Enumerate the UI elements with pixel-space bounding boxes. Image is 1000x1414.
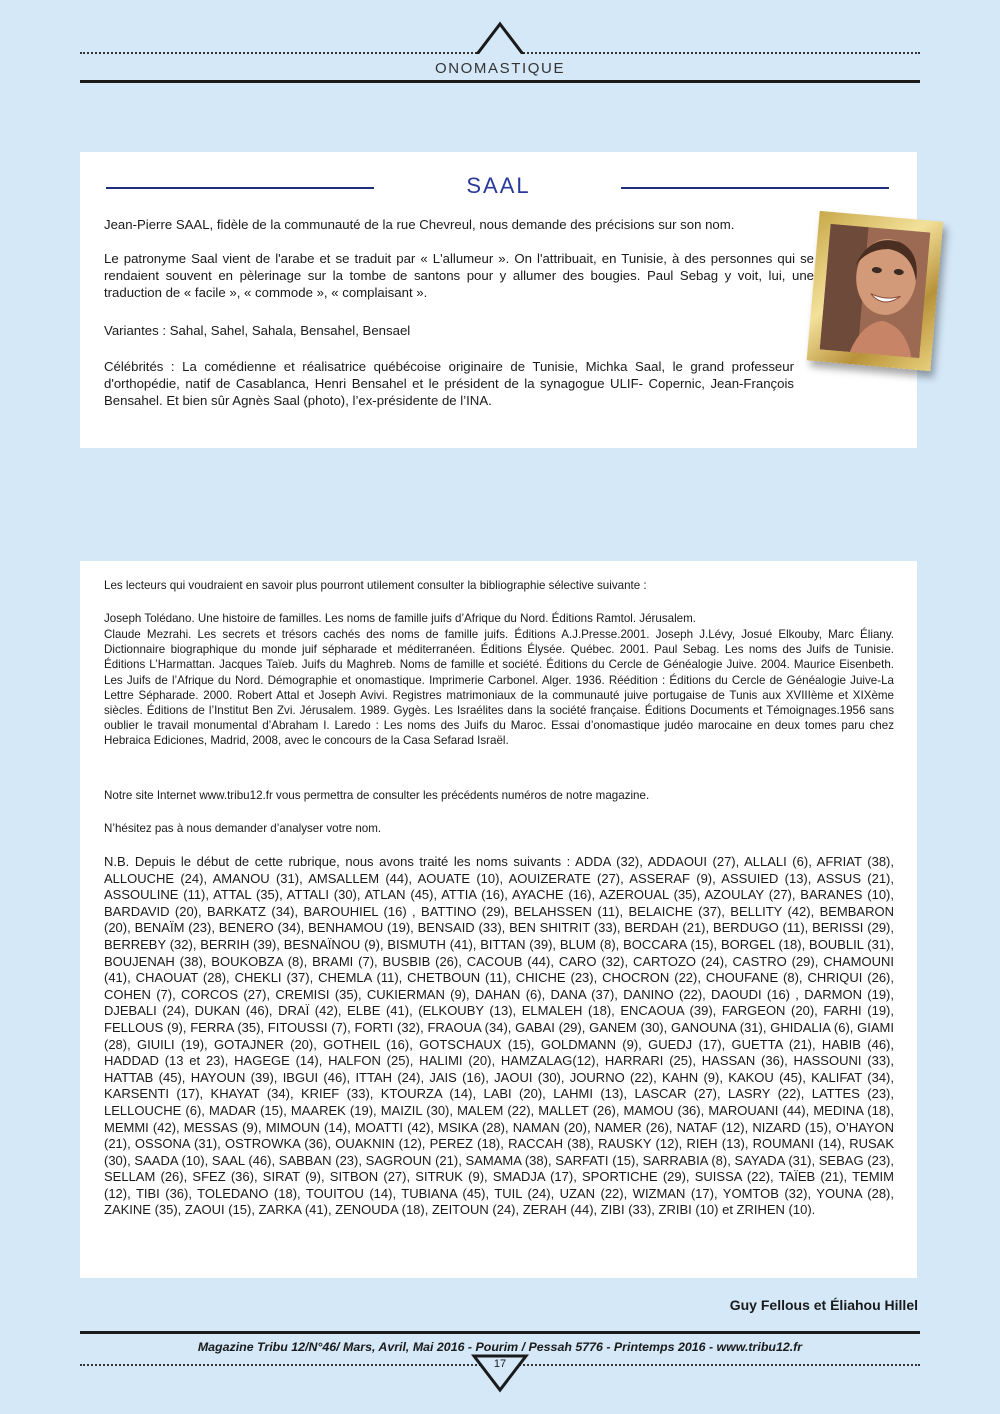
article-title: SAAL: [466, 173, 531, 198]
article-variants: Variantes : Sahal, Sahel, Sahala, Bensahel, Bensael: [104, 323, 411, 338]
footer-rule: [80, 1331, 920, 1334]
names-list: N.B. Depuis le début de cette rubrique, nous avons traité les noms suivants : ADDA (32), ADDAOUI (27), ALLALI (6), AFRIAT (38), ALLOUCHE (24), AMANOU (31), AMSALLEM (44), AOUATE (10), AOUIZERATE (27), ASSERAF (9), ASSUIED (13), ASSUS (21), ASSOULINE (11), ATTAL (35), ATTALI (30), ATLAN (45), ATTIA (16), AYACHE (16), AZEROUAL (35), AZOULAY (27), BARANES (10), BARDAVID (20), BARKATZ (34), BAROUHIEL (16) , BATTINO (29), BELAHSSEN (11), BELAICHE (37), BELLITY (42), BEMBARON (20), BENAÏM (23), BENERO (34), BENHAMOU (19), BENSAID (33), BEN SHITRIT (33), BERDAH (21), BERDUGO (11), BERISSI (29), BERREBY (32), BERRIH (39), BESNAÏNOU (9), BISMUTH (41), BITTAN (39), BLUM (8), BOCCARA (15), BORGEL (18), BOUBLIL (31), BOUJENAH (38), BOUKOBZA (8), BRAMI (7), BUSBIB (26), CACOUB (44), CARO (32), CARTOZO (24), CASTRO (29), CHAMOUNI (41), CHAOUAT (28), CHEKLI (37), CHEMLA (11), CHETBOUN (11), CHICHE (23), CHOCRON (22), CHOUFANE (8), CHRIQUI (26), COHEN (7), CORCOS (27), CREMISI (35), CUKIERMAN (9), DAHAN (6), DANA (37), DANINO (22), DAOUDI (16) , DARMON (19), DJEBALI (24), DUKAN (46), DRAÏ (42), ELBE (41), (ELKOUBY (13), ELMALEH (18), ENCAOUA (39), FARGEON (20), FARHI (19), FELLOUS (9), FERRA (35), FITOUSSI (7), FORTI (32), FRAOUA (34), GABAI (29), GANEM (30), GANOUNA (31), GHIDALIA (6), GIAMI (28), GIUILI (19), GOTAJNER (20), GOTHEIL (16), GOTSCHAUX (15), GOLDMANN (9), GUEDJ (17), GUETTA (21), HABIB (46), HADDAD (13 et 23), HAGEGE (14), HALFON (25), HALIMI (20), HAMZALAG(12), HARRARI (25), HASSAN (36), HASSOUNI (33), HATTAB (45), HAYOUN (39), IBGUI (46), ITTAH (24), JAIS (16), JAOUI (30), JOURNO (22), KAHN (9), KAKOU (45), KALIFAT (34), KARSENTI (17), KHAYAT (34), KRIEF (33), KTOURZA (14), LABI (20), LAHMI (13), LASCAR (27), LASRY (22), LATTES (23), LELLOUCHE (6), MADAR (15), MAAREK (19), MAIZIL (30), MALEM (22), MALLET (26), MAMOU (36), MAROUANI (44), MEDINA (18), MEMMI (42), MESSAS (9), MIMOUN (14), MOATTI (42), MSIKA (28), NAMAN (20), NAMER (26), NATAF (12), NIZARD (15), O’HAYON (21), OSSONA (31), OSTROWKA (36), OUAKNIN (12), PEREZ (18), RACCAH (38), RAUSKY (12), RIEH (13), ROUMANI (14), RUSAK (30), SAADA (10), SAAL (46), SABBAN (23), SAGROUN (21), SAMAMA (38), SARFATI (15), SARRABIA (8), SAYADA (31), SEBAG (23), SELLAM (26), SFEZ (36), SIRAT (9), SITBON (27), SITRUK (9), SMADJA (17), SPORTICHE (29), SUISSA (22), TAÏEB (21), TEMIM (12), TIBI (36), TOLEDANO (18), TOUITOU (14), TUBIANA (45), TUIL (24), UZAN (22), WIZMAN (17), YOMTOB (32), YOUNA (28), ZAKINE (35), ZAOUI (15), ZARKA (41), ZENOUDA (18), ZEITOUN (24), ZERAH (44), ZIBI (33), ZRIBI (10) et ZRIHEN (10).: [104, 854, 894, 1218]
authors: Guy Fellous et Éliahou Hillel: [729, 1297, 918, 1313]
article-meaning: Le patronyme Saal vient de l'arabe et se traduit par « L'allumeur ». On l'attribuait, en Tunisie, à des personnes qui se rendaient souvent en pèlerinage sur la tombe de santons pour y allumer des bougies. Paul Sebag y voit, lui, une traduction de « facile », « commode », « complaisant ».: [104, 251, 814, 300]
article-intro: Jean-Pierre SAAL, fidèle de la communauté de la rue Chevreul, nous demande des précisions sur son nom.: [104, 217, 735, 232]
bibliography-intro: Les lecteurs qui voudraient en savoir plus pourront utilement consulter la bibliographie sélective suivante :: [104, 579, 647, 592]
portrait-photo-icon: [807, 211, 944, 371]
website-note: Notre site Internet www.tribu12.fr vous permettra de consulter les précédents numéros de notre magazine.: [104, 789, 650, 802]
article-panel: [80, 152, 917, 448]
bibliography-refs: Claude Mezrahi. Les secrets et trésors cachés des noms de famille juifs. Éditions A.J.Presse.2001. Joseph J.Lévy, Josué Elkouby, Marc Éliany. Dictionnaire biographique du monde juif sépharade et méditerranéen. Éditions Élysée. Québec. 2001. Paul Sebag. Les noms des Juifs de Tunisie. Éditions L’Harmattan. Jacques Taïeb. Juifs du Maghreb. Noms de famille et société. Éditions du Cercle de Généalogie Juive. 2004. Maurice Eisenbeth. Les Juifs de l’Afrique du Nord. Démographie et onomastique. Imprimerie Carbonel. Alger. 1936. Réédition : Éditions du Cercle de Généalogie Juive-La Lettre Sépharade. 2000. Robert Attal et Joseph Avivi. Registres matrimoniaux de la communauté juive portugaise de Tunis aux XVIIIème et XIXème siècles. Éditions de l’Institut Ben Zvi. Jérusalem. 1989. Gygès. Les Israélites dans la société française. Éditions Documents et Témoignages.1956 sans oublier le travail monumental d’Abraham I. Laredo : Les noms des Juifs du Maroc. Essai d’onomastique judéo marocaine en deux tomes paru chez Hebraica Ediciones, Madrid, 2008, avec le concours de la Casa Sefarad Israël.: [104, 628, 894, 748]
magazine-info: Magazine Tribu 12/N°46/ Mars, Avril, Mai 2016 - Pourim / Pessah 5776 - Printemps 2016 - www.tribu12.fr: [197, 1340, 803, 1354]
bibliography-first-ref: Joseph Tolédano. Une histoire de familles. Les noms de famille juifs d’Afrique du Nord. Éditions Ramtol. Jérusalem.: [104, 612, 697, 625]
analysis-invite: N’hésitez pas à nous demander d’analyser votre nom.: [104, 822, 382, 835]
page-number: 17: [493, 1358, 507, 1370]
bibliography-panel: [80, 561, 917, 1278]
article-celebrities: Célébrités : La comédienne et réalisatrice québécoise originaire de Tunisie, Michka Saal, le grand professeur d'orthopédie, natif de Casablanca, Henri Bensahel et le président de la synagogue ULIF- Copernic, Jean-François Bensahel. Et bien sûr Agnès Saal (photo), l’ex-présidente de l’INA.: [104, 359, 794, 408]
header-rule: [80, 80, 920, 83]
section-label: ONOMASTIQUE: [434, 60, 566, 77]
